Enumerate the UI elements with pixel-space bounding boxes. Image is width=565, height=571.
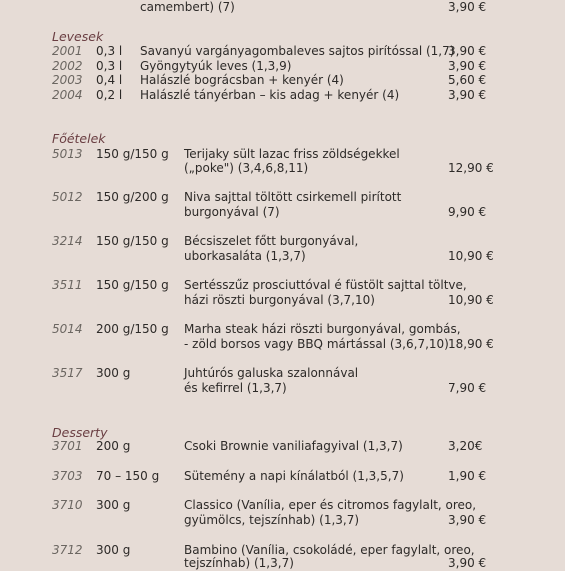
menu-item-name-continued: camembert) (7): [140, 0, 235, 14]
item-price: 3,90 €: [448, 513, 487, 527]
item-name-line1: Bécsiszelet főtt burgonyával,: [184, 234, 359, 248]
section-title-desserty: Desserty: [52, 425, 108, 440]
item-code: 5012: [52, 190, 83, 204]
item-quantity: 300 g: [96, 498, 131, 512]
item-code: 3712: [52, 543, 83, 557]
item-code: 2003: [52, 73, 83, 87]
item-quantity: 0,3 l: [96, 44, 123, 58]
item-name-line2: és kefirrel (1,3,7): [184, 381, 287, 395]
item-name: Halászlé tányérban – kis adag + kenyér (4): [140, 88, 400, 102]
item-code: 3214: [52, 234, 83, 248]
item-price: 5,60 €: [448, 73, 487, 87]
section-title-foetelek: Főételek: [52, 131, 106, 146]
menu-item-price: 3,90 €: [448, 0, 487, 14]
item-code: 3511: [52, 278, 83, 292]
item-price: 18,90 €: [448, 337, 494, 351]
item-code: 5014: [52, 322, 83, 336]
item-price: 3,20€: [448, 439, 483, 453]
item-name-line1: Bambino (Vanília, csokoládé, eper fagylalt, oreo,: [184, 543, 475, 557]
item-quantity: 300 g: [96, 366, 131, 380]
item-code: 2002: [52, 59, 83, 73]
item-name-line2: házi röszti burgonyával (3,7,10): [184, 293, 375, 307]
item-name-line2: burgonyával (7): [184, 205, 280, 219]
item-quantity: 0,4 l: [96, 73, 123, 87]
item-quantity: 150 g/150 g: [96, 278, 169, 292]
item-name-line2: uborkasaláta (1,3,7): [184, 249, 306, 263]
item-price: 1,90 €: [448, 469, 487, 483]
item-code: 3701: [52, 439, 83, 453]
item-quantity: 300 g: [96, 543, 131, 557]
item-name-line2: gyümölcs, tejszínhab) (1,3,7): [184, 513, 360, 527]
item-quantity: 70 – 150 g: [96, 469, 160, 483]
item-name: Gyöngytyúk leves (1,3,9): [140, 59, 292, 73]
item-name: Halászlé bográcsban + kenyér (4): [140, 73, 344, 87]
item-quantity: 150 g/150 g: [96, 147, 169, 161]
item-name-line1: Csoki Brownie vaniliafagyival (1,3,7): [184, 439, 403, 453]
item-quantity: 150 g/200 g: [96, 190, 169, 204]
item-price: 3,90 €: [448, 44, 487, 58]
section-title-levesek: Levesek: [52, 29, 104, 44]
item-name-line1: Classico (Vanília, eper és citromos fagylalt, oreo,: [184, 498, 477, 512]
item-code: 5013: [52, 147, 83, 161]
item-name-line1: Marha steak házi röszti burgonyával, gombás,: [184, 322, 461, 336]
item-price: 12,90 €: [448, 161, 494, 175]
item-name-line1: Terijaky sült lazac friss zöldségekkel: [184, 147, 400, 161]
item-name-line1: Sütemény a napi kínálatból (1,3,5,7): [184, 469, 404, 483]
item-price: 7,90 €: [448, 381, 487, 395]
item-price: 3,90 €: [448, 88, 487, 102]
item-name-line2: („poke") (3,4,6,8,11): [184, 161, 309, 175]
item-quantity: 200 g: [96, 439, 131, 453]
item-name: Savanyú vargányagombaleves sajtos pirítóssal (1,7): [140, 44, 455, 58]
item-quantity: 200 g/150 g: [96, 322, 169, 336]
item-name-line2: - zöld borsos vagy BBQ mártással (3,6,7,10): [184, 337, 449, 351]
item-quantity: 150 g/150 g: [96, 234, 169, 248]
item-code: 3710: [52, 498, 83, 512]
item-price: 3,90 €: [448, 59, 487, 73]
item-price: 10,90 €: [448, 249, 494, 263]
item-quantity: 0,2 l: [96, 88, 123, 102]
item-name-line2: tejszínhab) (1,3,7): [184, 556, 294, 570]
item-name-line1: Sertésszűz prosciuttóval é füstölt sajttal töltve,: [184, 278, 467, 292]
item-price: 9,90 €: [448, 205, 487, 219]
item-name-line1: Juhtúrós galuska szalonnával: [184, 366, 359, 380]
item-code: 3517: [52, 366, 83, 380]
item-price: 3,90 €: [448, 556, 487, 570]
item-name-line1: Niva sajttal töltött csirkemell pirított: [184, 190, 402, 204]
item-code: 2001: [52, 44, 83, 58]
item-quantity: 0,3 l: [96, 59, 123, 73]
item-code: 2004: [52, 88, 83, 102]
item-code: 3703: [52, 469, 83, 483]
item-price: 10,90 €: [448, 293, 494, 307]
